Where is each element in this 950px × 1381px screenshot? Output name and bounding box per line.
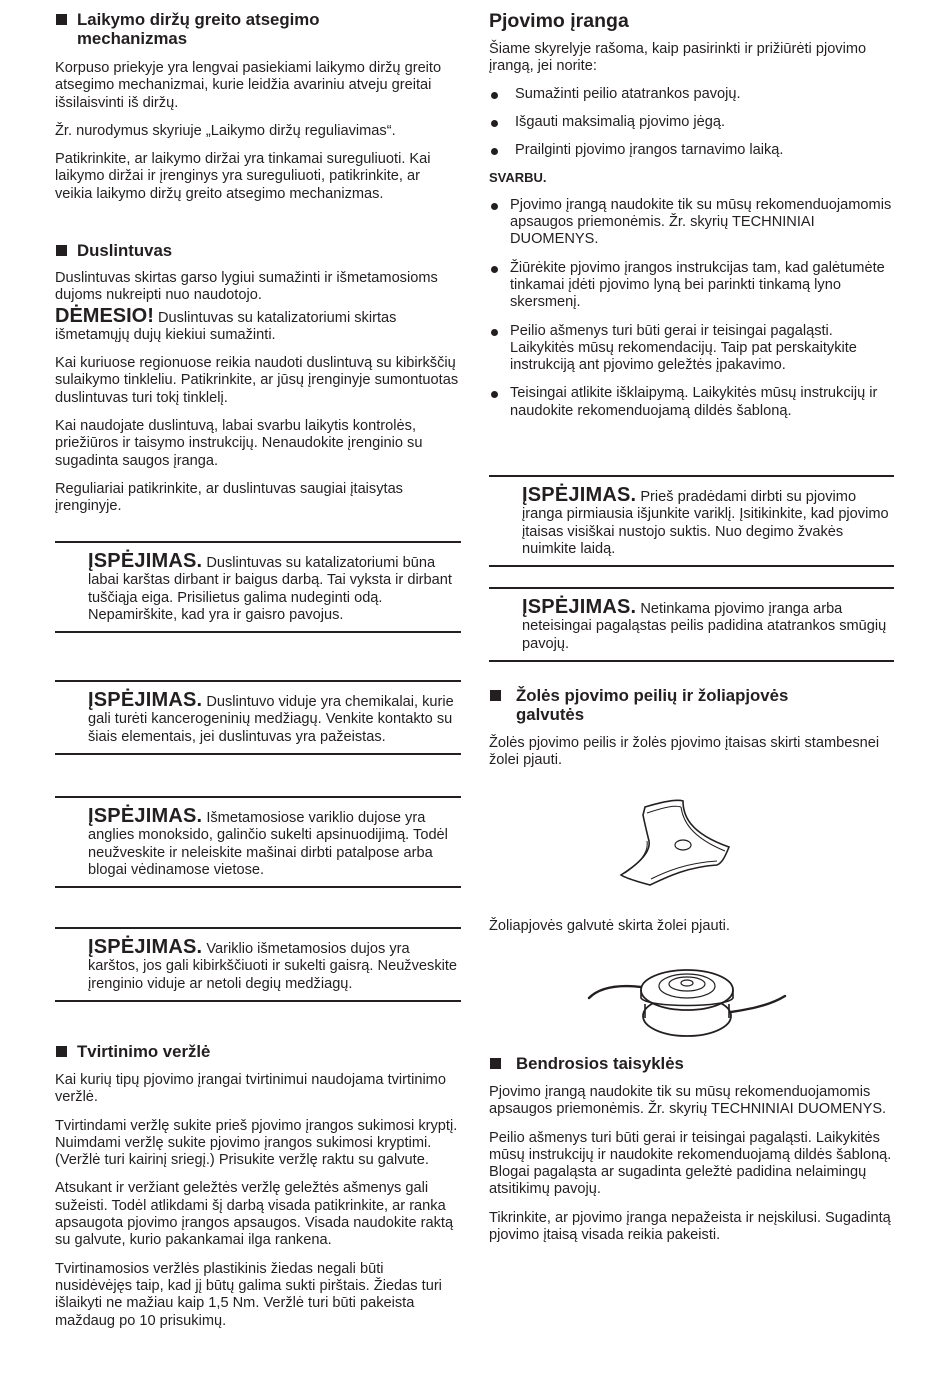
square-bullet-icon xyxy=(490,690,501,701)
paragraph: Tvirtinamosios veržlės plastikinis žiedas negali būti nusidėvėjęs taip, kad jį būtų galima sukti pirštais. Žiedas turi išlaikyti ne mažiau kaip 1,5 Nm. Veržlė turi būti pakeista maždaug po 10 prisukimų. xyxy=(55,1260,442,1329)
list-item: Teisingai atlikite išklaipymą. Laikykitės mūsų instrukcijų ir naudokite rekomenduojamą dildės šabloną. xyxy=(489,385,894,420)
blade-outline xyxy=(621,800,729,885)
paragraph: Šiame skyrelyje rašoma, kaip pasirinkti ir prižiūrėti pjovimo įrangą, jei norite: xyxy=(489,41,867,75)
trimmer-line-left xyxy=(589,986,649,998)
warning-label: ĮSPĖJIMAS. xyxy=(88,689,203,711)
paragraph: Reguliariai patikrinkite, ar duslintuvas saugiai įtaisytas įrenginyje. xyxy=(55,480,403,515)
paragraph: Tvirtindami veržlę sukite prieš pjovimo įrangos sukimosi kryptį. Nuimdami veržlę sukite pjovimo įrangos sukimosi kryptimi. (Veržlė turi kairinį sriegį.) Prisukite veržlę raktu su galvute. xyxy=(55,1117,458,1169)
square-bullet-icon xyxy=(56,245,67,256)
section-heading: Žolės pjovimo peilių ir žoliapjovės galvutės xyxy=(489,686,894,724)
bullet-icon xyxy=(491,120,498,127)
warning-box: ĮSPĖJIMAS. Prieš pradėdami dirbti su pjovimo įranga pirmiausia išjunkite variklį. Įsitikinkite, kad pjovimo įtaisas visiškai nustojo suktis. Nuo degimo žvakės nuimkite laidą. xyxy=(489,475,894,567)
warning-box: ĮSPĖJIMAS. Netinkama pjovimo įranga arba neteisingai pagaląstas peilis padidina atatrankos smūgių pavojų. xyxy=(489,587,894,662)
list-item: Prailginti pjovimo įrangos tarnavimo laiką. xyxy=(489,142,894,159)
paragraph: Žr. nurodymus skyriuje „Laikymo diržų reguliavimas“. xyxy=(55,122,396,139)
square-bullet-icon xyxy=(56,14,67,25)
bullet-icon xyxy=(491,329,498,336)
warning-label: ĮSPĖJIMAS. xyxy=(88,550,203,572)
bullet-icon xyxy=(491,391,498,398)
paragraph: Kai naudojate duslintuvą, labai svarbu laikytis kontrolės, priežiūros ir taisymo instrukcijų. Nenaudokite įrenginio su sugadinta saugos įranga. xyxy=(55,418,423,469)
trimmer-head-figure xyxy=(587,950,787,1046)
paragraph: Žoliapjovės galvutė skirta žolei pjauti. xyxy=(489,918,730,934)
warning-box: ĮSPĖJIMAS. Išmetamosiose variklio dujose yra anglies monoksido, galinčio sukelti apsinuodijimą. Todėl neužveskite ir neleiskite mašinai dirbti patalpose arba blogai vėdinamose vietose. xyxy=(55,796,461,888)
grass-blade-figure xyxy=(617,795,737,895)
attention-note: DĖMESIO! Duslintuvas su katalizatoriumi skirtas išmetamųjų dujų kiekiui sumažinti. xyxy=(55,304,397,343)
goals-list xyxy=(489,86,894,160)
list-item: Pjovimo įrangą naudokite tik su mūsų rekomenduojamomis apsaugos priemonėmis. Žr. skyrių TECHNINIAI DUOMENYS. xyxy=(489,197,894,249)
blade-center-hole xyxy=(675,840,691,850)
bullet-icon xyxy=(491,266,498,273)
paragraph: Patikrinkite, ar laikymo diržai yra tinkamai sureguliuoti. Kai laikymo diržai ir įrenginys yra sureguliuoti, patikrinkite, ar veikia laikymo diržų greito atsegimo mechanizmas. xyxy=(55,151,431,202)
warning-label: ĮSPĖJIMAS. xyxy=(522,484,637,506)
paragraph: Atsukant ir veržiant geležtės veržlę geležtės ašmenys gali sužeisti. Todėl atlikdami šį darbą visada patikrinkite, ar ranka apsaugota pjovimo įrangos apsaugos. Visada naudokite raktą su galvute, kurio pakankamai ilga rankena. xyxy=(55,1180,454,1249)
section-heading: Laikymo diržų greito atsegimo mechanizmas xyxy=(55,10,461,48)
paragraph: Žolės pjovimo peilis ir žolės pjovimo įtaisas skirti stambesnei žolei pjauti. xyxy=(489,735,880,769)
section-nut xyxy=(55,1042,461,1330)
section-cutting-equipment xyxy=(489,10,894,420)
paragraph: Duslintuvas skirtas garso lygiui sumažinti ir išmetamosioms dujoms nukreipti nuo naudotojo. xyxy=(55,270,438,304)
section-title: Pjovimo įranga xyxy=(489,10,629,32)
paragraph: Tikrinkite, ar pjovimo įranga nepažeista ir neįskilusi. Sugadintą pjovimo įtaisą visada reikia pakeisti. xyxy=(489,1209,891,1244)
section-heading: Tvirtinimo veržlė xyxy=(55,1042,461,1061)
list-item: Peilio ašmenys turi būti gerai ir teisingai pagaląsti. Laikykitės mūsų rekomendacijų. Taip pat perskaitykite instrukciją ant pjovimo geležtės įpakavimo. xyxy=(489,323,894,375)
section-quick-release xyxy=(55,10,461,203)
section-general-rules xyxy=(489,1054,894,1244)
paragraph: Kai kurių tipų pjovimo įrangai tvirtinimui naudojama tvirtinimo veržlė. xyxy=(55,1072,446,1106)
bullet-icon xyxy=(491,92,498,99)
paragraph: Pjovimo įrangą naudokite tik su mūsų rekomenduojamomis apsaugos priemonėmis. Žr. skyrių TECHNINIAI DUOMENYS. xyxy=(489,1084,887,1118)
paragraph: Kai kuriuose regionuose reikia naudoti duslintuvą su kibirkščių sulaikymo tinkleliu. Patikrinkite, ar jūsų įrenginyje sumontuotas duslintuvas turi tokį tinklelį. xyxy=(55,355,459,406)
warning-label: ĮSPĖJIMAS. xyxy=(522,596,637,618)
important-label: SVARBU. xyxy=(489,170,547,186)
section-muffler xyxy=(55,241,461,516)
square-bullet-icon xyxy=(56,1046,67,1057)
paragraph: Korpuso priekyje yra lengvai pasiekiami laikymo diržų greito atsegimo mechanizmai, kurie leidžia avariniu atveju greitai išsilaisvinti iš diržų. xyxy=(55,60,442,111)
bullet-icon xyxy=(491,148,498,155)
paragraph: Peilio ašmenys turi būti gerai ir teisingai pagaląsti. Laikykitės mūsų instrukcijų ir naudokite rekomenduojamą dildės šabloną. Blogai pagaląsta ar sugadinta geležtė padidina nelaimingų atsitikimų pavojų. xyxy=(489,1129,892,1198)
section-heading: Duslintuvas xyxy=(55,241,461,260)
square-bullet-icon xyxy=(490,1058,501,1069)
warning-label: ĮSPĖJIMAS. xyxy=(88,936,203,958)
warning-box: ĮSPĖJIMAS. Variklio išmetamosios dujos yra karštos, jos gali kibirkščiuoti ir sukelti gaisrą. Neužveskite įrenginio viduje ar netoli degių medžiagų. xyxy=(55,927,461,1002)
list-item: Žiūrėkite pjovimo įrangos instrukcijas tam, kad galėtumėte tinkamai įdėti pjovimo lyną bei parinkti tinkamą lyno skersmenį. xyxy=(489,260,894,312)
important-list xyxy=(489,197,894,420)
section-blades xyxy=(489,686,894,770)
list-item: Išgauti maksimalią pjovimo jėgą. xyxy=(489,114,894,131)
warning-box: ĮSPĖJIMAS. Duslintuvas su katalizatoriumi būna labai karštas dirbant ir baigus darbą. Tai vyksta ir dirbant tuščiąja eiga. Prisilietus galima nudeginti odą. Nepamirškite, kad yra ir gaisro pavojus. xyxy=(55,541,461,633)
warning-label: ĮSPĖJIMAS. xyxy=(88,805,203,827)
bullet-icon xyxy=(491,203,498,210)
list-item: Sumažinti peilio atatrankos pavojų. xyxy=(489,86,894,103)
warning-box: ĮSPĖJIMAS. Duslintuvo viduje yra chemikalai, kurie gali turėti kancerogeninių medžiagų. Venkite kontakto su šiais elementais, jei duslintuvas yra pažeistas. xyxy=(55,680,461,755)
section-heading: Bendrosios taisyklės xyxy=(489,1054,894,1073)
attention-label: DĖMESIO! xyxy=(55,304,154,327)
